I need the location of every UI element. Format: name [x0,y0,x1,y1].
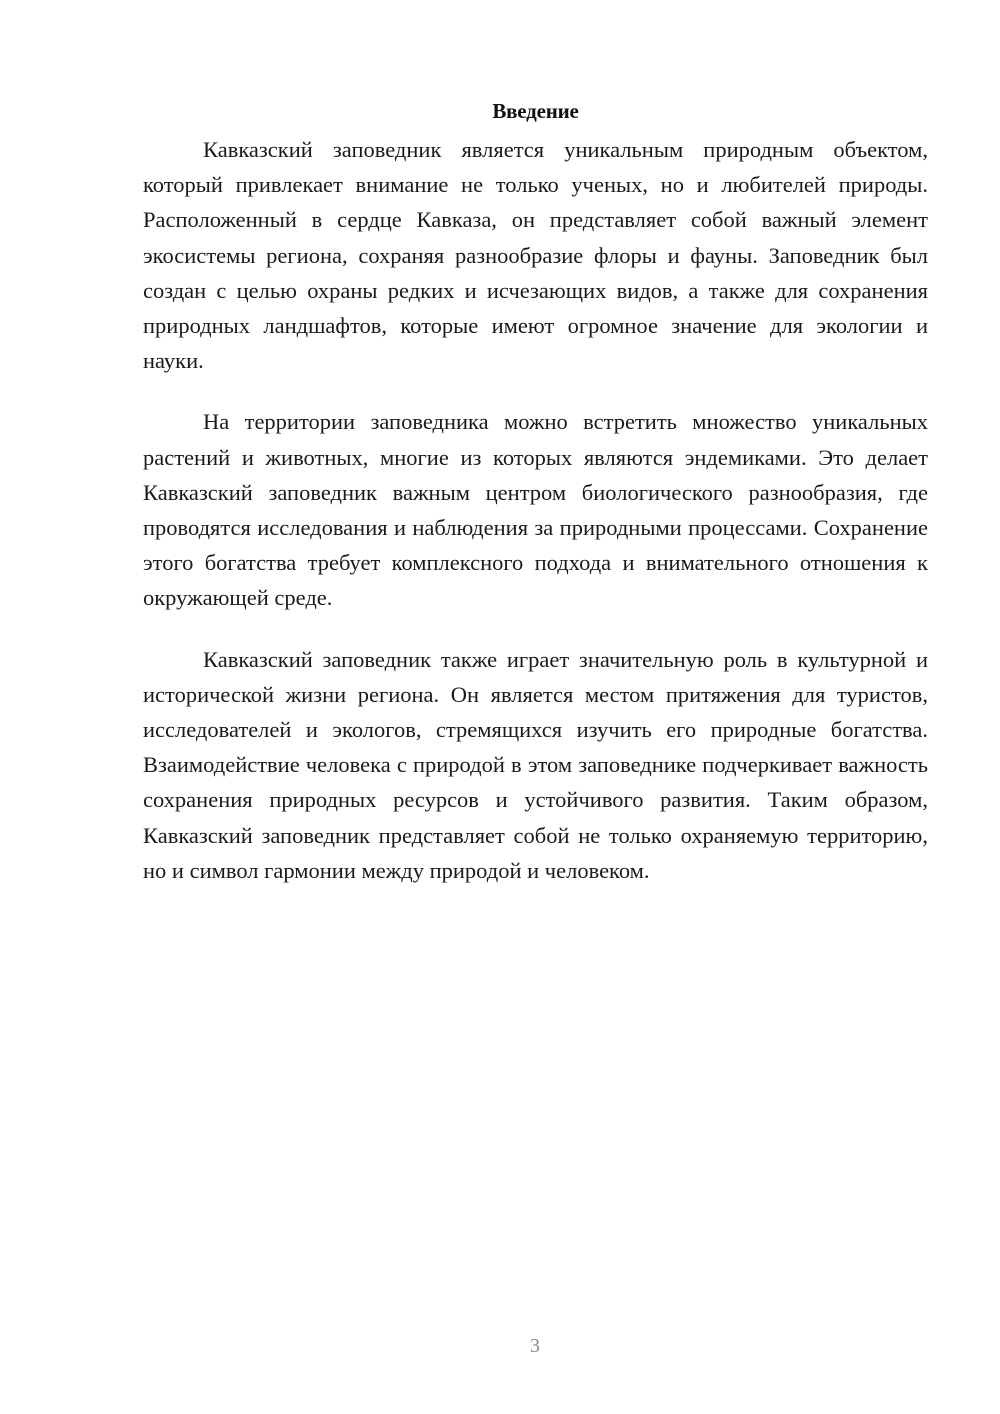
paragraph-2: На территории заповедника можно встретить множество уникальных растений и животных, многие из которых являются эндемиками. Это делает Кавказский заповедник важным центром биологического разнообразия, где проводятся исследования и наблюдения за природными процессами. Сохранение этого богатства требует комплексного подхода и внимательного отношения к окружающей среде. [143,409,928,611]
paragraph-1: Кавказский заповедник является уникальным природным объектом, который привлекает внимание не только ученых, но и любителей природы. Расположенный в сердце Кавказа, он представляет собой важный элемент экосистемы региона, сохраняя разнообразие флоры и фауны. Заповедник был создан с целью охраны редких и исчезающих видов, а также для сохранения природных ландшафтов, которые имеют огромное значение для экологии и науки. [143,137,928,374]
document-body [143,96,928,914]
paragraph-3: Кавказский заповедник также играет значительную роль в культурной и исторической жизни региона. Он является местом притяжения для туристов, исследователей и экологов, стремящихся изучить его природные богатства. Взаимодействие человека с природой в этом заповеднике подчеркивает важность сохранения природных ресурсов и устойчивого развития. Таким образом, Кавказский заповедник представляет собой не только охраняемую территорию, но и символ гармонии между природой и человеком. [143,646,928,883]
section-title: Введение [492,99,579,123]
page-number: 3 [530,1335,540,1357]
